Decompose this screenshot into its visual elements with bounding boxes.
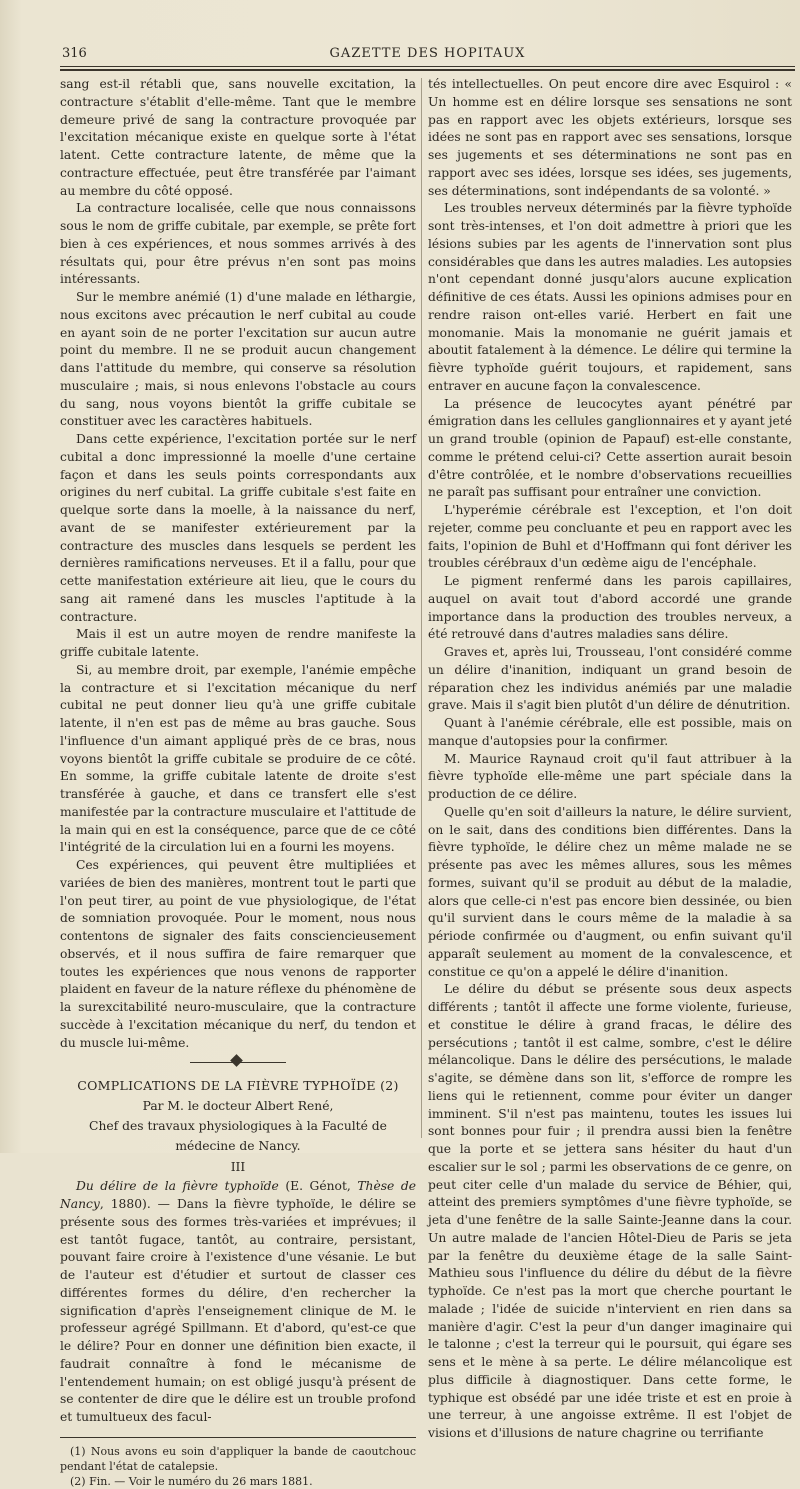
paragraph: Quant à l'anémie cérébrale, elle est possible, mais on manque d'autopsies pour la confirmer. (428, 716, 792, 748)
page-number: 316 (62, 46, 87, 61)
section-number: III (230, 1160, 246, 1175)
reference-title: Du délire de la fièvre typhoïde (76, 1179, 279, 1194)
reference-source: Thèse de Nancy (60, 1179, 417, 1211)
left-column (60, 76, 416, 1489)
page-header (60, 44, 795, 64)
right-column (428, 76, 792, 1443)
article-title: COMPLICATIONS DE LA FIÈVRE TYPHOÏDE (2) (77, 1078, 399, 1094)
paragraph: Dans cette expérience, l'excitation portée sur le nerf cubital a donc impressionné la moelle d'une certaine façon et dans les seuls points correspondants aux origines du nerf cubital. La griffe cubitale s'est faite en quelque sorte dans la moelle, à la naissance du nerf, avant de se manifester extérieurement par la contracture des muscles dans lesquels se perdent les dernières ramifications nerveuses. Et il a fallu, pour que cette manifestation extérieure ait lieu, que le cours du sang ait ramené dans les muscles l'aptitude à la contracture. (60, 432, 416, 624)
paragraph: La présence de leucocytes ayant pénétré par émigration dans les cellules ganglionnaires et y ayant jeté un grand trouble (opinion de Papauf) est-elle constante, comme le prétend celui-ci? Cette assertion aurait besoin d'être contrôlée, et le nombre d'observations recueillies ne paraît pas suffisant pour entraîner une conviction. (428, 396, 792, 500)
author-affiliation: Chef des travaux physiologiques à la Faculté de médecine de Nancy. (89, 1119, 387, 1154)
reference-author: (E. Génot, (278, 1179, 358, 1194)
section-separator (60, 1052, 416, 1076)
paragraph: Sur le membre anémié (1) d'une malade en léthargie, nous excitons avec précaution le nerf cubital au coude en ayant soin de ne porter l'excitation sur aucun autre point du membre. Il ne se produit aucun changement dans l'attitude du membre, qui conserve sa résolution musculaire ; mais, si nous enlevons l'obstacle au cours du sang, nous voyons bientôt la griffe cubitale se constituer avec les caractères habituels. (60, 290, 416, 429)
header-rule (60, 66, 795, 67)
column-divider (421, 78, 422, 1138)
running-title: GAZETTE DES HOPITAUX (329, 46, 526, 61)
paragraph: Le pigment renfermé dans les parois capillaires, auquel on avait tout d'abord accordé une grande importance dans la production des troubles nerveux, a été retrouvé dans d'autres maladies sans délire. (428, 574, 792, 642)
paragraph: Graves et, après lui, Trousseau, l'ont considéré comme un délire d'inanition, indiquant un grand besoin de réparation chez les individus anémiés par une maladie grave. Mais il s'agit bien plutôt d'un délire de dénutrition. (428, 645, 792, 713)
paragraph: Quelle qu'en soit d'ailleurs la nature, le délire survient, on le sait, dans des conditions bien différentes. Dans la fièvre typhoïde, le délire chez un même malade ne se présente pas avec les mêmes allures, sous les mêmes formes, suivant qu'il se produit au début de la maladie, alors que celle-ci n'est pas encore bien dessinée, ou bien qu'il survient dans le cours même de la maladie à sa période confirmée ou d'augment, ou enfin suivant qu'il apparaît seulement au moment de la convalescence, et constitue ce qu'on a appelé le délire d'inanition. (428, 804, 792, 979)
footnote: (2) Fin. — Voir le numéro du 26 mars 1881. (70, 1474, 313, 1488)
paragraph: Ces expériences, qui peuvent être multipliées et variées de bien des manières, montrent tout le parti que l'on peut tirer, au point de vue physiologique, de l'état de somniation provoquée. Pour le moment, nous nous contentons de signaler des faits consciencieusement observés, et il nous suffira de faire remarquer que toutes les expériences que nous venons de rapporter plaident en faveur de la nature réflexe du phénomène de la surexcitabilité neuro-musculaire, que la contracture succède à l'excitation mécanique du nerf, du tendon et du muscle lui-même. (60, 858, 416, 1050)
footnote: (1) Nous avons eu soin d'appliquer la bande de caoutchouc pendant l'état de catalepsie. (60, 1444, 416, 1473)
review-text: , 1880). — Dans la fièvre typhoïde, le délire se présente sous des formes très-variées et imprévues; il est tantôt fugace, tantôt, au contraire, persistant, pouvant faire croire à l'existence d'une vésanie. Le but de l'auteur est d'étudier et surtout de classer ces différentes formes du délire, d'en rechercher la signification d'après l'enseignement clinique de M. le professeur agrégé Spillmann. Et d'abord, qu'est-ce que le délire? Pour en donner une définition bien exacte, il faudrait connaître à fond le mécanisme de l'entendement humain; on est obligé jusqu'à présent de se contenter de dire que le délire est un trouble profond et tumultueux des facul- (60, 1197, 416, 1424)
paragraph: M. Maurice Raynaud croit qu'il faut attribuer à la fièvre typhoïde elle-même une part spéciale dans la production de ce délire. (428, 751, 792, 801)
review-paragraph (60, 1178, 416, 1427)
paragraph: La contracture localisée, celle que nous connaissons sous le nom de griffe cubitale, par exemple, se prête fort bien à ces expériences, et nous sommes arrivés à des résultats qui, pour être prévus n'en sont pas moins intéressants. (60, 201, 416, 287)
paragraph: Si, au membre droit, par exemple, l'anémie empêche la contracture et si l'excitation mécanique du nerf cubital ne peut donner lieu qu'à une griffe cubitale latente, il n'en est pas de même au bras gauche. Sous l'influence d'un aimant appliqué près de ce bras, nous voyons bientôt la griffe cubitale se produire de ce côté. En somme, la griffe cubitale latente de droite s'est transférée à gauche, et dans ce transfert elle s'est manifestée par la contracture musculaire et l'attitude de la main qui en est la conséquence, parce que de ce côté l'intégrité de la circulation lui en a fourni les moyens. (60, 662, 416, 855)
separator-diamond (230, 1054, 243, 1067)
paragraph: Les troubles nerveux déterminés par la fièvre typhoïde sont très-intenses, et l'on doit admettre à priori que les lésions subies par les agents de l'innervation sont plus considérables que dans les autres maladies. Les autopsies n'ont cependant donné jusqu'alors aucune explication définitive de ces états. Aussi les opinions admises pour en rendre raison ont-elles varié. Herbert en fait une monomanie. Mais la monomanie ne guérit jamais et aboutit fatalement à la démence. Le délire qui termine la fièvre typhoïde guérit toujours, et rapidement, sans entraver en aucune façon la convalescence. (428, 201, 792, 393)
article-author: Par M. le docteur Albert René, (142, 1099, 334, 1114)
paragraph: Mais il est un autre moyen de rendre manifeste la griffe cubitale latente. (60, 627, 416, 659)
header-rule-thick (60, 69, 795, 71)
paragraph: tés intellectuelles. On peut encore dire avec Esquirol : « Un homme est en délire lorsque ses sensations ne sont pas en rapport avec les objets extérieurs, lorsque ses idées ne sont pas en rapport avec ses sensations, lorsque ses jugements et ses déterminations ne sont pas en rapport avec ses idées, lorsque ses idées, ses jugements, ses déterminations, sont indépendants de sa volonté. » (428, 77, 792, 198)
paragraph: sang est-il rétabli que, sans nouvelle excitation, la contracture s'établit d'elle-même. Tant que le membre demeure privé de sang la contracture provoquée par l'excitation mécanique existe en quelque sorte à l'état latent. Cette contracture latente, de même que la contracture effectuée, peut être transférée par l'aimant au membre du côté opposé. (60, 77, 416, 198)
paragraph: L'hyperémie cérébrale est l'exception, et l'on doit rejeter, comme peu concluante et peu en rapport avec les faits, l'opinion de Buhl et d'Hoffmann qui font dériver les troubles cérébraux d'un œdème aigu de l'encéphale. (428, 503, 792, 571)
paragraph: Le délire du début se présente sous deux aspects différents ; tantôt il affecte une forme violente, furieuse, et constitue le délire à grand fracas, le délire des persécutions ; tantôt il est calme, sombre, c'est le délire mélancolique. Dans le délire des persécutions, le malade s'agite, se démène dans son lit, s'efforce de rompre les liens qui le retiennent, comme pour éviter un danger imminent. S'il n'est pas maintenu, toutes les issues lui sont bonnes pour fuir ; il prendra aussi bien la fenêtre que la porte et se jettera sans hésiter du haut d'un escalier sur le sol ; parmi les observations de ce genre, on peut citer celle d'un malade du service de Béhier, qui, atteint des premiers symptômes d'une fièvre typhoïde, se jeta d'une fenêtre de la salle Sainte-Jeanne dans la cour. Un autre malade de l'ancien Hôtel-Dieu de Paris se jeta par la fenêtre du deuxième étage de la salle Saint-Mathieu sous l'influence du délire du début de la fièvre typhoïde. Ce n'est pas la mort que cherche pourtant le malade ; l'idée de suicide n'intervient en rien dans sa manière d'agir. C'est la peur d'un danger imaginaire qui le talonne ; c'est la terreur qui le poursuit, qui égare ses sens et le mène à sa perte. Le délire mélancolique est plus difficile à diagnostiquer. Dans cette forme, le typhique est obsédé par une idée triste et est en proie à une terreur, à une angoisse extrême. Il est l'objet de visions et d'illusions de nature chagrine ou terrifiante (428, 982, 792, 1440)
footnote-rule (60, 1437, 416, 1438)
